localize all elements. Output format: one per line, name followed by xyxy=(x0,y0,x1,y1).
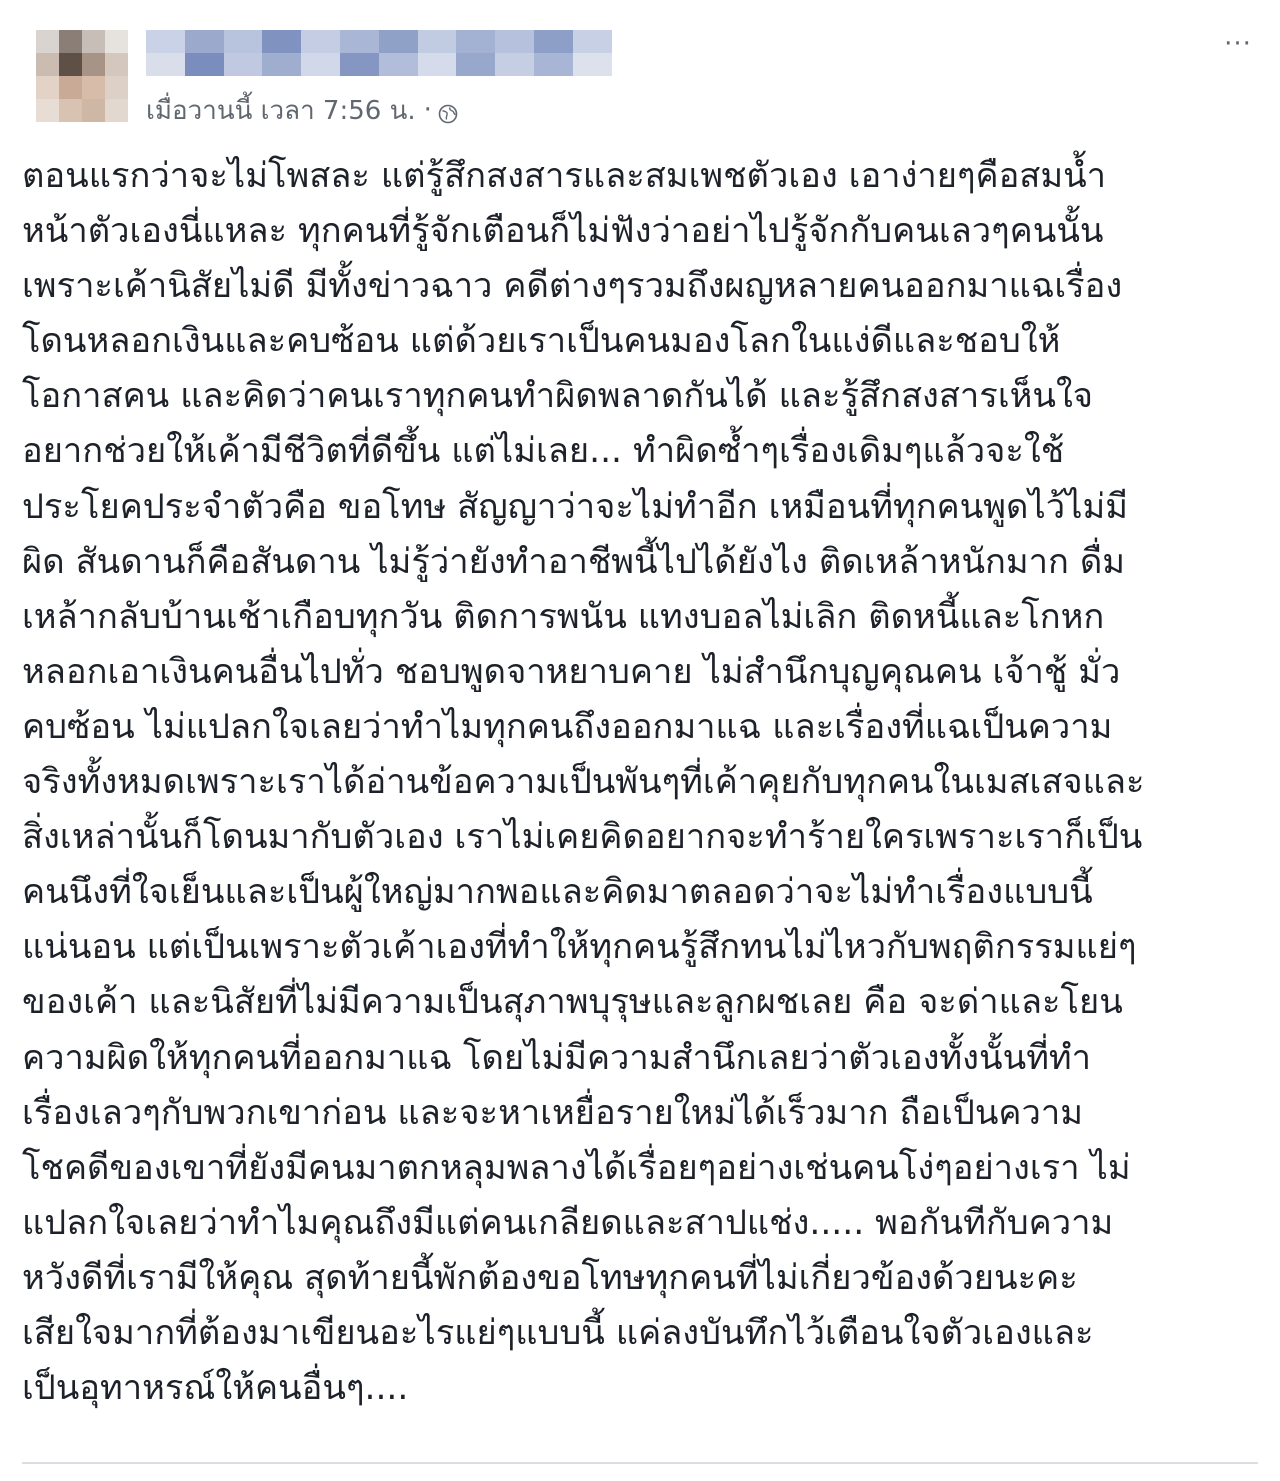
more-options-icon[interactable]: ··· xyxy=(1224,29,1252,59)
post-body xyxy=(22,149,1258,1416)
post-body-line: หน้าตัวเองนี่แหละ ทุกคนที่รู้จักเตือนก็ไม่ฟังว่าอย่าไปรู้จักกับคนเลวๆคนนั้น xyxy=(22,211,1104,252)
post-body-line: สิ่งเหล่านั้นก็โดนมากับตัวเอง เราไม่เคยคิดอยากจะทำร้ายใครเพราะเราก็เป็น xyxy=(22,817,1143,858)
post-body-line: ประโยคประจำตัวคือ ขอโทษ สัญญาว่าจะไม่ทำอีก เหมือนที่ทุกคนพูดไว้ไม่มี xyxy=(22,486,1128,527)
post-body-line: หลอกเอาเงินคนอื่นไปทั่ว ชอบพูดจาหยาบคาย ไม่สำนึกบุญคุณคน เจ้าชู้ มั่ว xyxy=(22,651,1121,692)
post-body-line: แปลกใจเลยว่าทำไมคุณถึงมีแต่คนเกลียดและสาปแช่ง..... พอกันทีกับความ xyxy=(22,1202,1114,1243)
post-body-line: เสียใจมากที่ต้องมาเขียนอะไรแย่ๆแบบนี้ แค่ลงบันทึกไว้เตือนใจตัวเองและ xyxy=(22,1312,1094,1353)
post-body-line: ความผิดให้ทุกคนที่ออกมาแฉ โดยไม่มีความสำนึกเลยว่าตัวเองทั้งนั้นที่ทำ xyxy=(22,1037,1092,1078)
post-body-line: เป็นอุทาหรณ์ให้คนอื่นๆ.... xyxy=(22,1368,409,1409)
post-body-line: โดนหลอกเงินและคบซ้อน แต่ด้วยเราเป็นคนมองโลกในแง่ดีและชอบให้ xyxy=(22,321,1061,362)
post-timestamp[interactable]: เมื่อวานนี้ เวลา 7:56 น. xyxy=(146,95,416,126)
post-meta xyxy=(146,90,458,130)
post-body-line: ตอนแรกว่าจะไม่โพสละ แต่รู้สึกสงสารและสมเพชตัวเอง เอาง่ายๆคือสมน้ำ xyxy=(22,156,1107,196)
post-body-line: อยากช่วยให้เค้ามีชีวิตที่ดีขึ้น แต่ไม่เลย... ทำผิดซ้ำๆเรื่องเดิมๆแล้วจะใช้ xyxy=(22,431,1065,472)
post-divider xyxy=(22,1462,1258,1464)
post-body-line: จริงทั้งหมดเพราะเราได้อ่านข้อความเป็นพันๆที่เค้าคุยกับทุกคนในเมสเสจและ xyxy=(22,762,1145,803)
post-body-line: ของเค้า และนิสัยที่ไม่มีความเป็นสุภาพบุรุษและลูกผชเลย คือ จะด่าและโยน xyxy=(22,982,1123,1023)
post-body-line: โชคดีของเขาที่ยังมีคนมาตกหลุมพลางได้เรื่อยๆอย่างเช่นคนโง่ๆอย่างเรา ไม่ xyxy=(22,1147,1131,1188)
meta-separator: · xyxy=(423,95,432,125)
post-body-line: ผิด สันดานก็คือสันดาน ไม่รู้ว่ายังทำอาชีพนี้ไปได้ยังไง ติดเหล้าหนักมาก ดื่ม xyxy=(22,541,1126,582)
post-body-line: เรื่องเลวๆกับพวกเขาก่อน และจะหาเหยื่อรายใหม่ได้เร็วมาก ถือเป็นความ xyxy=(22,1092,1083,1133)
post-body-line: แน่นอน แต่เป็นเพราะตัวเค้าเองที่ทำให้ทุกคนรู้สึกทนไม่ไหวกับพฤติกรรมแย่ๆ xyxy=(22,927,1137,968)
post-body-line: หวังดีที่เรามีให้คุณ สุดท้ายนี้พักต้องขอโทษทุกคนที่ไม่เกี่ยวข้องด้วยนะคะ xyxy=(22,1257,1078,1298)
post-body-line: โอกาสคน และคิดว่าคนเราทุกคนทำผิดพลาดกันได้ และรู้สึกสงสารเห็นใจ xyxy=(22,376,1093,417)
author-name-blurred[interactable] xyxy=(146,30,612,76)
post-body-line: คนนึงที่ใจเย็นและเป็นผู้ใหญ่มากพอและคิดมาตลอดว่าจะไม่ทำเรื่องแบบนี้ xyxy=(22,872,1093,913)
avatar[interactable] xyxy=(36,30,128,122)
post-body-line: เหล้ากลับบ้านเช้าเกือบทุกวัน ติดการพนัน แทงบอลไม่เลิก ติดหนี้และโกหก xyxy=(22,596,1105,637)
post-body-line: เพราะเค้านิสัยไม่ดี มีทั้งข่าวฉาว คดีต่างๆรวมถึงผญหลายคนออกมาแฉเรื่อง xyxy=(22,266,1123,307)
post-body-line: คบซ้อน ไม่แปลกใจเลยว่าทำไมทุกคนถึงออกมาแฉ และเรื่องที่แฉเป็นความ xyxy=(22,706,1113,747)
globe-icon[interactable] xyxy=(438,101,458,121)
